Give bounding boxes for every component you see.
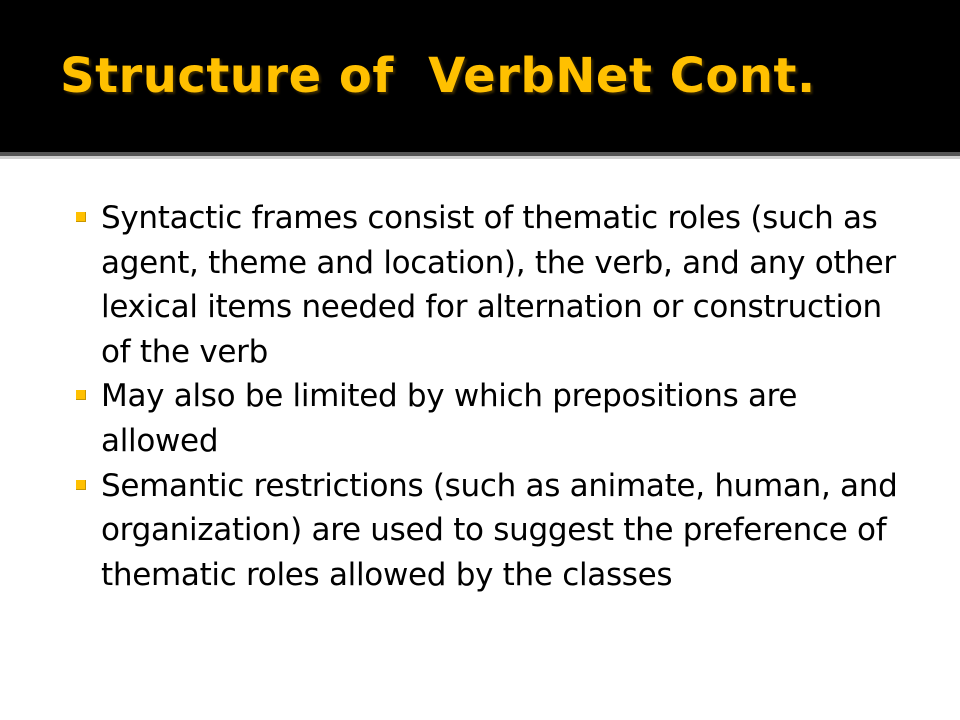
title-bar <box>0 0 960 152</box>
bullet-item <box>70 196 920 374</box>
square-bullet-icon <box>76 390 86 400</box>
bullet-text: Semantic restrictions (such as animate, human, and organization) are used to suggest the preference of thematic roles allowed by the classes <box>101 467 898 593</box>
bullet-item <box>70 374 920 463</box>
title-divider-highlight <box>0 156 960 159</box>
bullet-text: Syntactic frames consist of thematic roles (such as agent, theme and location), the verb, and any other lexical items needed for alternation or construction of the verb <box>101 200 896 370</box>
bullet-list <box>70 196 920 597</box>
bullet-text: May also be limited by which prepositions are allowed <box>101 378 798 459</box>
bullet-item <box>70 464 920 598</box>
square-bullet-icon <box>76 212 86 222</box>
slide-title: Structure of VerbNet Cont. <box>60 48 816 104</box>
square-bullet-icon <box>76 480 86 490</box>
